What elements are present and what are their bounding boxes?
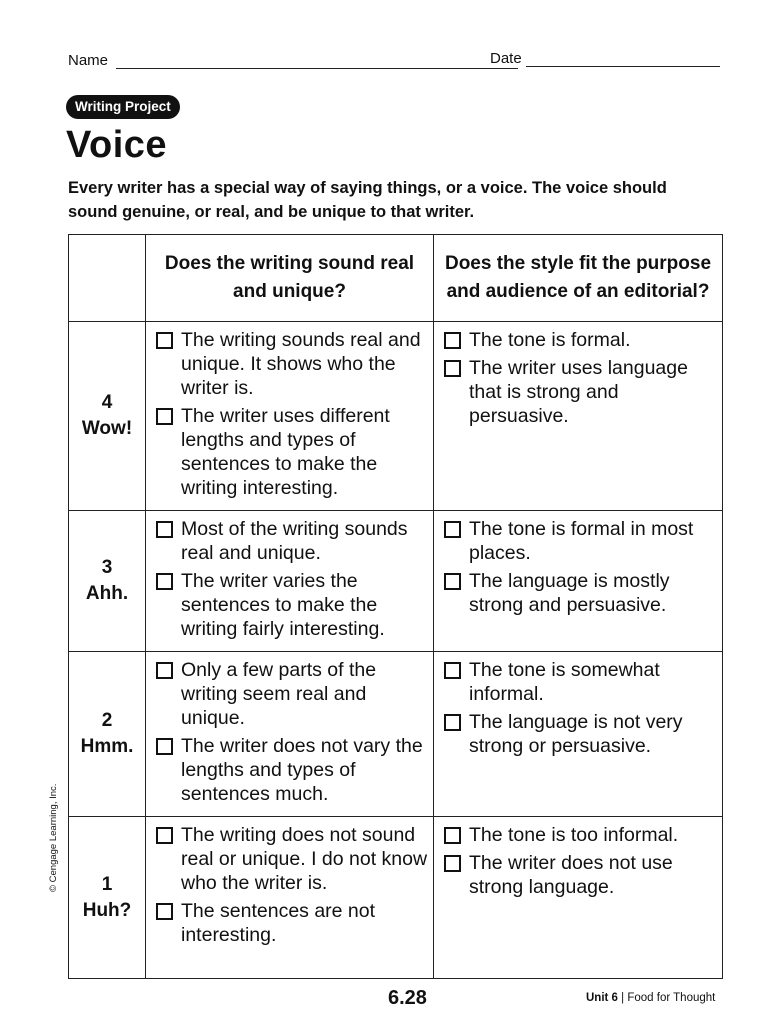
unit-number: Unit 6 <box>586 992 618 1004</box>
checkbox-icon[interactable] <box>444 662 461 679</box>
criteria-cell <box>146 652 434 817</box>
score-label: Hmm. <box>80 736 134 757</box>
checkbox-icon[interactable] <box>444 714 461 731</box>
rubric-header-row <box>69 235 723 322</box>
table-row <box>69 511 723 652</box>
rubric-table <box>68 234 723 979</box>
criterion-item <box>444 710 718 758</box>
writing-project-badge: Writing Project <box>66 95 180 119</box>
criterion-item <box>444 328 718 352</box>
style-fit-column-header: Does the style fit the purpose and audience of an editorial? <box>434 235 723 322</box>
criteria-cell <box>146 322 434 511</box>
criterion-text: The tone is somewhat informal. <box>469 659 660 705</box>
criterion-text: The language is not very strong or persuasive. <box>469 711 683 757</box>
checkbox-icon[interactable] <box>156 903 173 920</box>
criterion-item <box>444 569 718 617</box>
checkbox-icon[interactable] <box>156 521 173 538</box>
criteria-cell <box>434 511 723 652</box>
criterion-item <box>156 734 429 806</box>
name-label: Name <box>68 52 109 69</box>
intro-text: Every writer has a special way of saying things, or a voice. The voice should sound genuine, or real, and be unique to that writer. <box>68 179 667 221</box>
criterion-text: The writing does not sound real or unique. I do not know who the writer is. <box>181 824 428 894</box>
score-cell <box>69 511 146 652</box>
checkbox-icon[interactable] <box>444 521 461 538</box>
checkbox-icon[interactable] <box>156 332 173 349</box>
criterion-item <box>156 404 429 500</box>
criterion-text: The tone is too informal. <box>469 824 679 846</box>
criterion-item <box>156 517 429 565</box>
score-number: 4 <box>101 392 113 413</box>
table-row <box>69 817 723 979</box>
criterion-item <box>444 851 718 899</box>
criterion-text: The writing sounds real and unique. It shows who the writer is. <box>181 329 421 399</box>
page-title: Voice <box>66 124 168 166</box>
criterion-item <box>156 569 429 641</box>
score-column-header <box>69 235 146 322</box>
criterion-text: The sentences are not interesting. <box>181 900 376 946</box>
table-row <box>69 322 723 511</box>
header-row <box>68 52 722 74</box>
unit-separator: | <box>617 992 628 1004</box>
score-label: Wow! <box>81 418 133 439</box>
criterion-item <box>444 517 718 565</box>
footer-divider <box>68 978 722 979</box>
criterion-text: The writer does not use strong language. <box>469 852 673 898</box>
criterion-item <box>156 899 429 947</box>
checkbox-icon[interactable] <box>156 573 173 590</box>
name-field-line[interactable] <box>116 68 518 69</box>
criterion-text: The tone is formal in most places. <box>469 518 694 564</box>
date-field-line[interactable] <box>526 66 720 67</box>
criterion-item <box>156 658 429 730</box>
checkbox-icon[interactable] <box>444 855 461 872</box>
copyright-notice: © Cengage Learning, Inc. <box>48 783 59 892</box>
criteria-cell <box>434 652 723 817</box>
criterion-text: The writer uses language that is strong and persuasive. <box>469 357 688 427</box>
table-row <box>69 652 723 817</box>
criterion-item <box>444 823 718 847</box>
checkbox-icon[interactable] <box>444 827 461 844</box>
date-label: Date <box>490 50 522 67</box>
real-unique-column-header: Does the writing sound real and unique? <box>146 235 434 322</box>
score-cell <box>69 652 146 817</box>
criteria-cell <box>434 322 723 511</box>
unit-title: Food for Thought <box>627 992 716 1004</box>
criterion-item <box>444 658 718 706</box>
criterion-item <box>444 356 718 428</box>
checkbox-icon[interactable] <box>444 332 461 349</box>
score-number: 1 <box>101 873 113 895</box>
criterion-text: Most of the writing sounds real and unique. <box>181 518 408 564</box>
unit-footer <box>586 992 715 1004</box>
criteria-cell <box>146 817 434 979</box>
criteria-cell <box>146 511 434 652</box>
score-label: Huh? <box>82 899 132 921</box>
checkbox-icon[interactable] <box>444 573 461 590</box>
criterion-text: The language is mostly strong and persuasive. <box>469 570 670 616</box>
criterion-text: The tone is formal. <box>469 329 631 351</box>
page-number: 6.28 <box>388 987 427 1009</box>
score-number: 2 <box>101 710 113 731</box>
score-cell <box>69 817 146 979</box>
criterion-text: The writer does not vary the lengths and types of sentences much. <box>181 735 423 805</box>
checkbox-icon[interactable] <box>156 662 173 679</box>
criteria-cell <box>434 817 723 979</box>
criterion-text: The writer varies the sentences to make the writing fairly interesting. <box>181 570 385 640</box>
checkbox-icon[interactable] <box>444 360 461 377</box>
criterion-text: The writer uses different lengths and types of sentences to make the writing interesting. <box>181 405 390 499</box>
checkbox-icon[interactable] <box>156 408 173 425</box>
criterion-item <box>156 328 429 400</box>
criterion-text: Only a few parts of the writing seem real and unique. <box>181 659 377 729</box>
score-cell <box>69 322 146 511</box>
score-label: Ahh. <box>85 583 129 604</box>
criterion-item <box>156 823 429 895</box>
checkbox-icon[interactable] <box>156 827 173 844</box>
checkbox-icon[interactable] <box>156 738 173 755</box>
score-number: 3 <box>101 557 113 578</box>
